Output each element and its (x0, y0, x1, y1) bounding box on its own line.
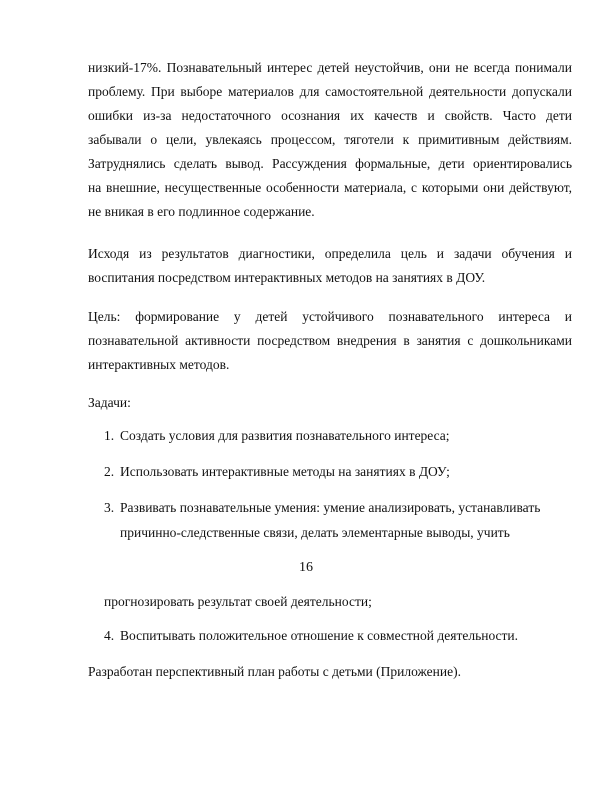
tasks-heading (88, 391, 572, 415)
text-line: причинно-следственные связи, делать элементарные выводы, учить (120, 525, 510, 540)
text-line: прогнозировать результат своей деятельности; (104, 594, 372, 609)
text-line: интерактивных методов. (88, 357, 230, 372)
text-line: ошибки из-за недостаточного осознания их качеств и свойств. Часто дети (88, 108, 572, 123)
closing-sentence (88, 660, 572, 684)
list-number: 3. (104, 500, 115, 515)
text-line: на внешние, несущественные особенности материала, с которыми они действуют, (88, 180, 572, 195)
list-number: 1. (104, 428, 115, 443)
list-text: Использовать интерактивные методы на занятиях в ДОУ; (120, 464, 450, 479)
tasks-heading-text: Задачи: (88, 395, 131, 410)
text-line: воспитания посредством интерактивных методов на занятиях в ДОУ. (88, 270, 486, 285)
text-line: не вникая в его подлинное содержание. (88, 204, 315, 219)
list-number: 4. (104, 628, 115, 643)
list-item (104, 424, 572, 448)
paragraph-diagnostics (88, 56, 572, 224)
list-item (104, 460, 572, 484)
text-line: Цель: формирование у детей устойчивого познавательного интереса и (88, 309, 572, 324)
text-line: Исходя из результатов диагностики, определила цель и задачи обучения и (88, 246, 572, 261)
list-item (104, 496, 572, 520)
text-line: проблему. При выборе материалов для самостоятельной деятельности допускали (88, 84, 572, 99)
text-line: познавательной активности посредством внедрения в занятия с дошкольниками (88, 333, 572, 348)
list-item-continuation-next-page (104, 590, 572, 614)
list-text: Развивать познавательные умения: умение анализировать, устанавливать (120, 500, 541, 515)
text-line: низкий-17%. Познавательный интерес детей неустойчив, они не всегда понимали (88, 60, 572, 75)
list-text: Воспитывать положительное отношение к совместной деятельности. (120, 628, 519, 643)
paragraph-goal-intro (88, 242, 572, 290)
page-number: 16 (299, 560, 313, 575)
list-text: Создать условия для развития познавательного интереса; (120, 428, 450, 443)
list-item-continuation (120, 521, 572, 545)
text-line: забывали о цели, увлекаясь процессом, тяготели к примитивным действиям. (88, 132, 572, 147)
list-number: 2. (104, 464, 115, 479)
list-item (104, 624, 572, 648)
paragraph-goal (88, 305, 572, 377)
text-line: Затруднялись сделать вывод. Рассуждения формальные, дети ориентировались (88, 156, 572, 171)
text-line: Разработан перспективный план работы с детьми (Приложение). (88, 664, 461, 679)
